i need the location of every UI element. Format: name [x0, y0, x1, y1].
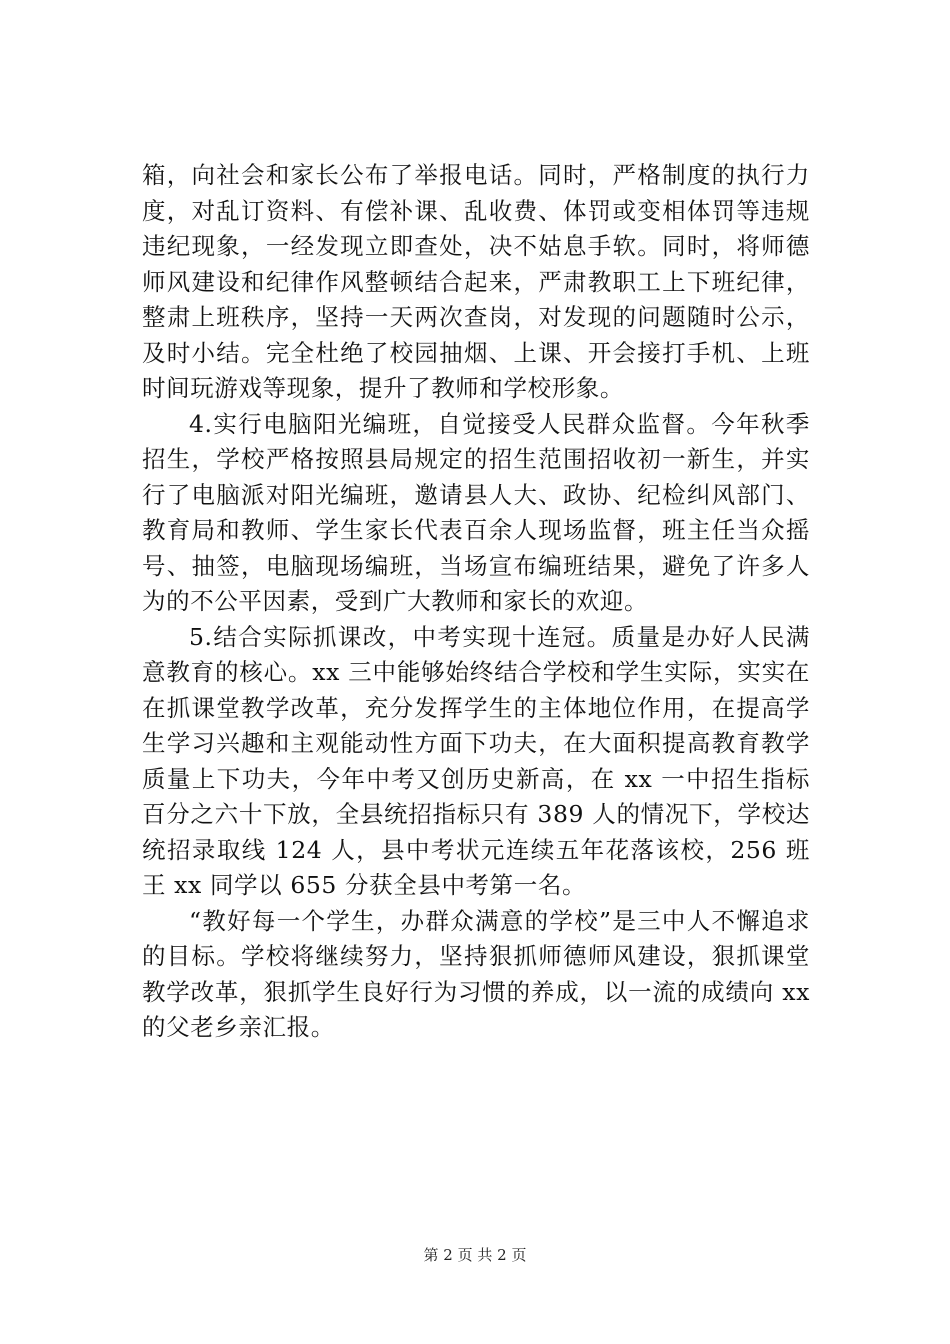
- paragraph-item-4: 4.实行电脑阳光编班，自觉接受人民群众监督。今年秋季招生，学校严格按照县局规定的招生范围招收初一新生，并实行了电脑派对阳光编班，邀请县人大、政协、纪检纠风部门、教育局和教师、学生家长代表百余人现场监督，班主任当众摇号、抽签，电脑现场编班，当场宣布编班结果，避免了许多人为的不公平因素，受到广大教师和家长的欢迎。: [142, 409, 810, 615]
- page-footer: [0, 1244, 950, 1265]
- paragraph-item-5: 5.结合实际抓课改，中考实现十连冠。质量是办好人民满意教育的核心。xx 三中能够始终结合学校和学生实际，实实在在抓课堂教学改革，充分发挥学生的主体地位作用，在提高学生学习兴趣和主观能动性方面下功夫，在大面积提高教育教学质量上下功夫，今年中考又创历史新高，在 xx 一中招生指标百分之六十下放，全县统招指标只有 389 人的情况下，学校达统招录取线 124 人，县中考状元连续五年花落该校，256 班王 xx 同学以 655 分获全县中考第一名。: [142, 622, 810, 899]
- document-body: [142, 158, 810, 1046]
- paragraph-continuation: 箱，向社会和家长公布了举报电话。同时，严格制度的执行力度，对乱订资料、有偿补课、乱收费、体罚或变相体罚等违规违纪现象，一经发现立即查处，决不姑息手软。同时，将师德师风建设和纪律作风整顿结合起来，严肃教职工上下班纪律，整肃上班秩序，坚持一天两次查岗，对发现的问题随时公示，及时小结。完全杜绝了校园抽烟、上课、开会接打手机、上班时间玩游戏等现象，提升了教师和学校形象。: [142, 161, 810, 402]
- page-number: 第 2 页 共 2 页: [423, 1246, 527, 1264]
- paragraph-closing: “教好每一个学生，办群众满意的学校”是三中人不懈追求的目标。学校将继续努力，坚持狠抓师德师风建设，狠抓课堂教学改革，狠抓学生良好行为习惯的养成，以一流的成绩向 xx 的父老乡亲汇报。: [142, 906, 810, 1041]
